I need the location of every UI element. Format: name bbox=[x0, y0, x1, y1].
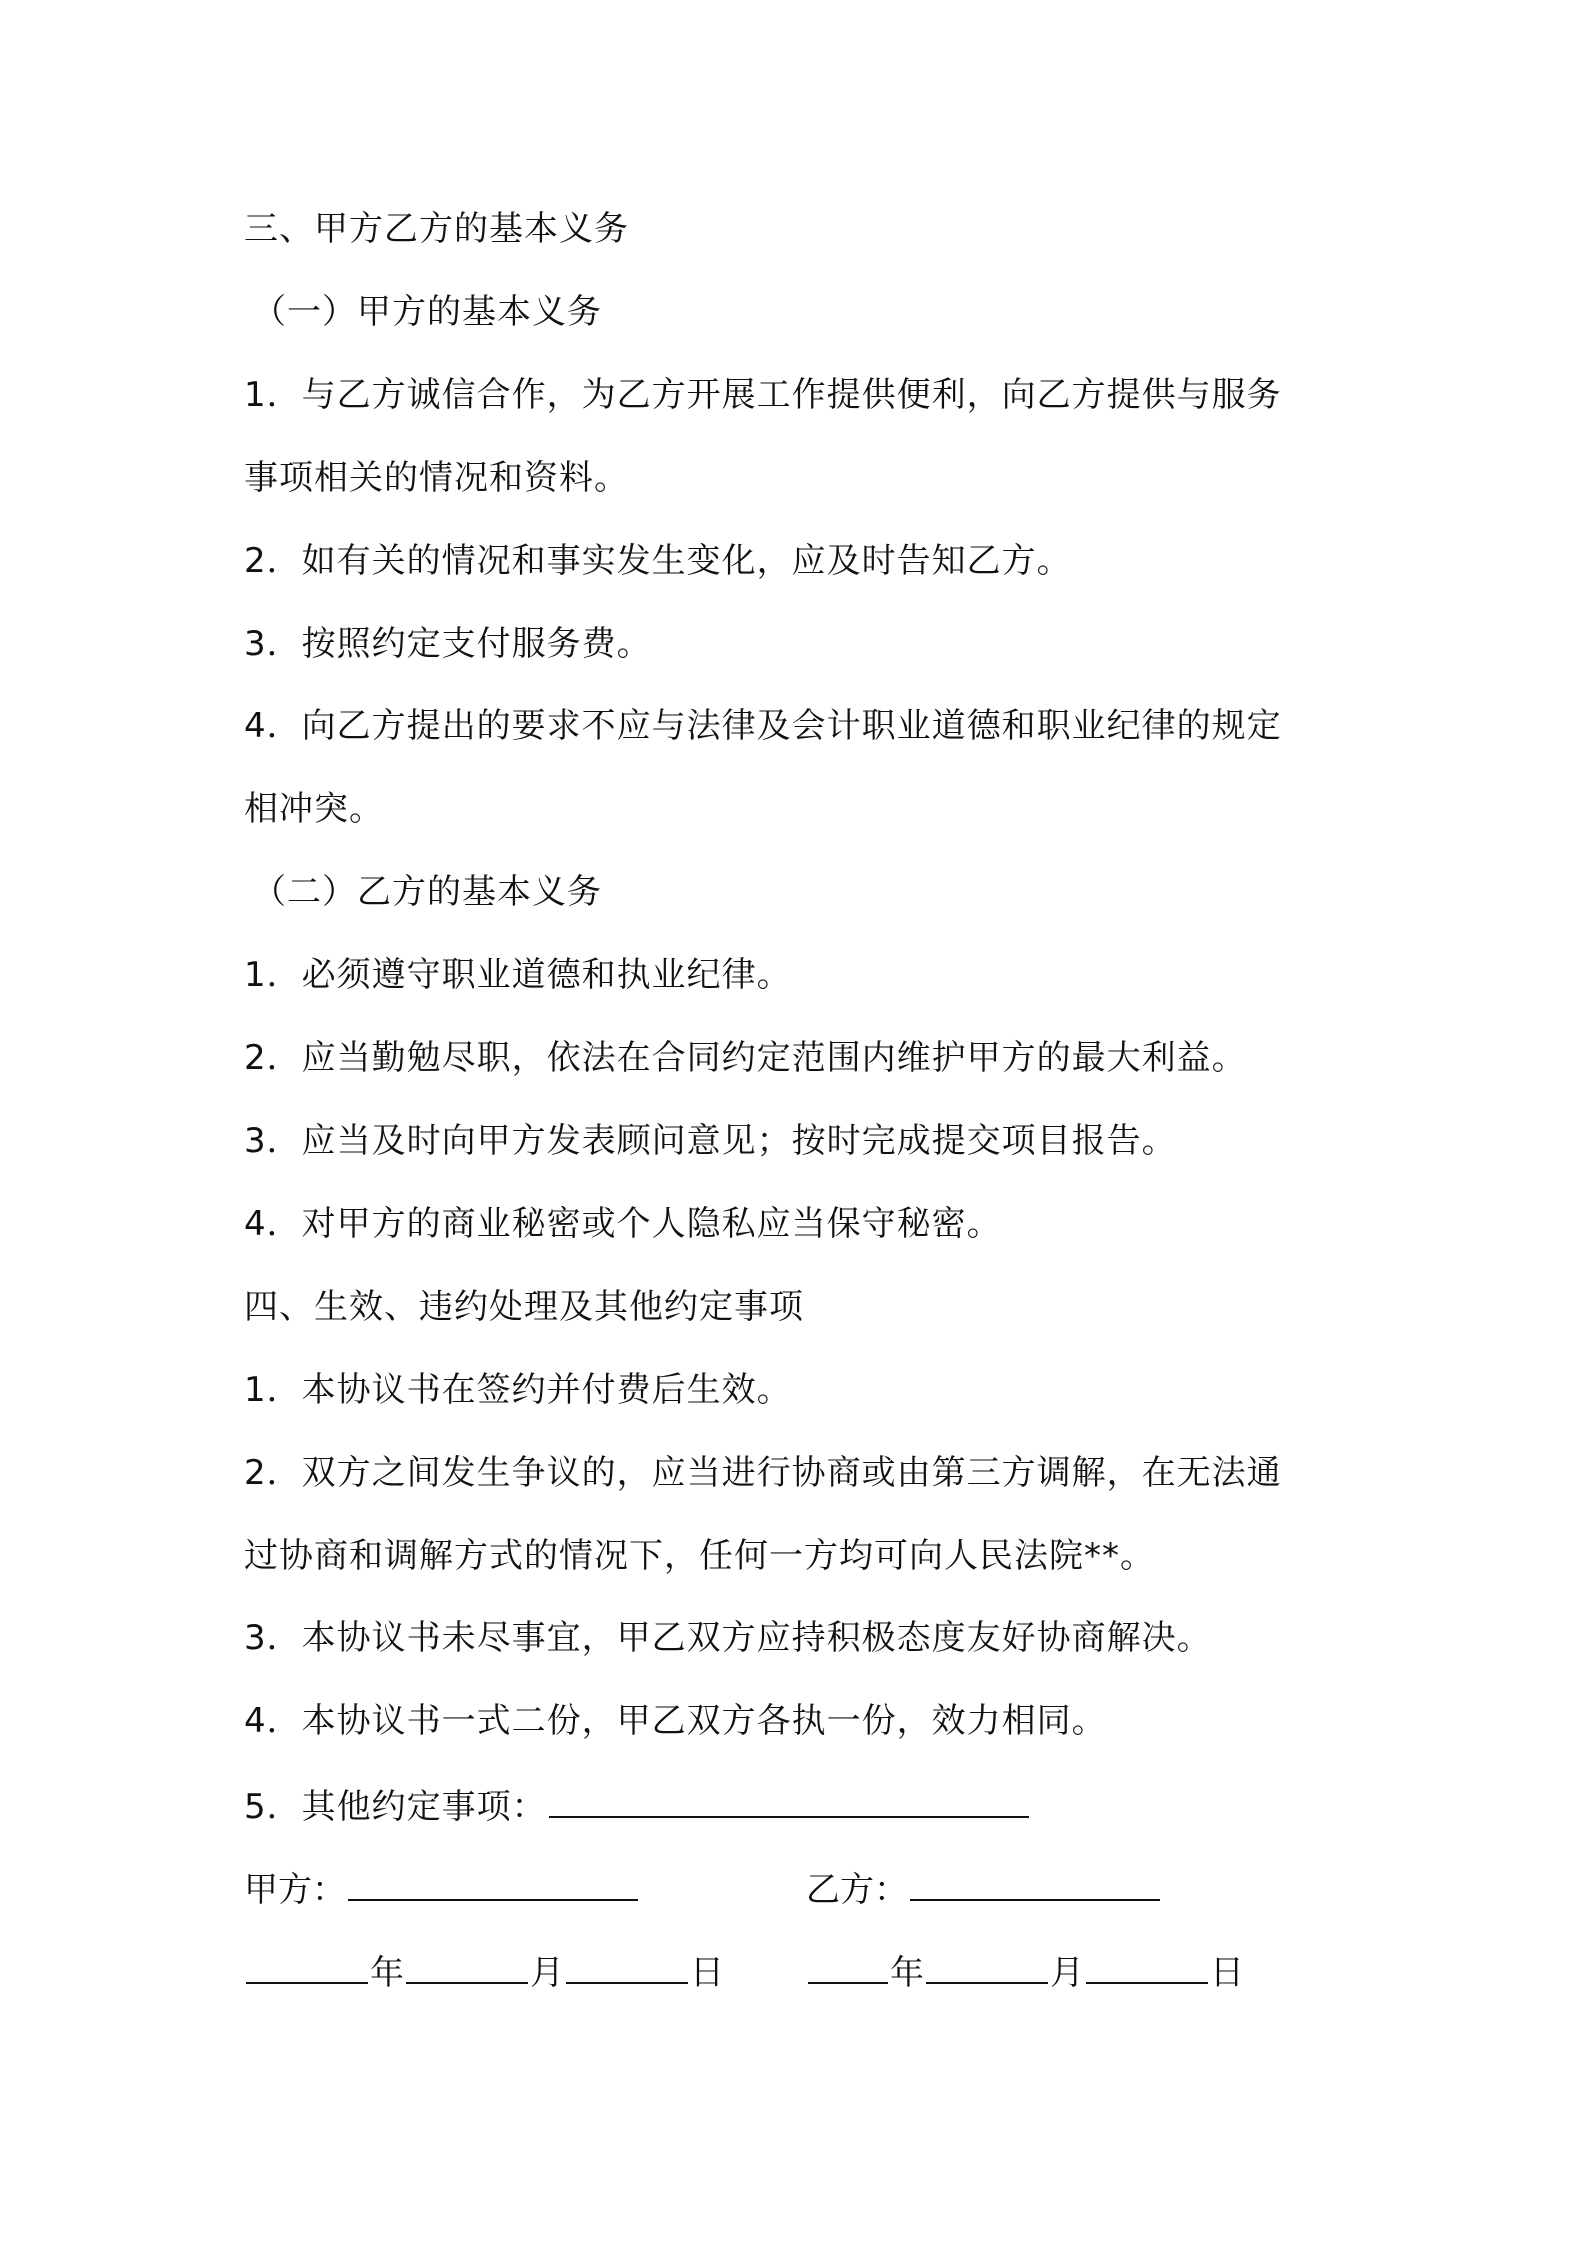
party-b-signature-blank[interactable] bbox=[910, 1867, 1160, 1901]
year-label: 年 bbox=[890, 1953, 924, 1993]
clause-line: 2．应当勤勉尽职，依法在合同约定范围内维护甲方的最大利益。 bbox=[244, 1038, 1247, 1078]
day-label: 日 bbox=[1210, 1953, 1244, 1993]
clause-line: 2．双方之间发生争议的，应当进行协商或由第三方调解，在无法通 bbox=[244, 1453, 1282, 1493]
clause-line: 过协商和调解方式的情况下，任何一方均可向人民法院**。 bbox=[244, 1536, 1155, 1576]
clause-line: 3．应当及时向甲方发表顾问意见；按时完成提交项目报告。 bbox=[244, 1121, 1177, 1161]
party-b-label: 乙方： bbox=[806, 1870, 908, 1910]
clause-line: 4．向乙方提出的要求不应与法律及会计职业道德和职业纪律的规定 bbox=[244, 706, 1282, 746]
party-a-month-blank[interactable] bbox=[406, 1950, 528, 1984]
clause-line: 事项相关的情况和资料。 bbox=[244, 458, 629, 498]
party-a-label: 甲方： bbox=[244, 1870, 346, 1910]
section-heading-obligations: 三、甲方乙方的基本义务 bbox=[244, 209, 629, 249]
clause-line: 3．本协议书未尽事宜，甲乙双方应持积极态度友好协商解决。 bbox=[244, 1618, 1212, 1658]
party-b-day-blank[interactable] bbox=[1086, 1950, 1208, 1984]
subsection-heading-party-a: （一）甲方的基本义务 bbox=[252, 292, 602, 332]
clause-line: 3．按照约定支付服务费。 bbox=[244, 624, 652, 664]
section-heading-effectiveness: 四、生效、违约处理及其他约定事项 bbox=[244, 1287, 804, 1327]
day-label: 日 bbox=[690, 1953, 724, 1993]
party-b-year-blank[interactable] bbox=[808, 1950, 888, 1984]
clause-line: 4．本协议书一式二份，甲乙双方各执一份，效力相同。 bbox=[244, 1701, 1107, 1741]
year-label: 年 bbox=[370, 1953, 404, 1993]
other-matters-row bbox=[244, 1784, 1031, 1827]
clause-line: 2．如有关的情况和事实发生变化，应及时告知乙方。 bbox=[244, 541, 1072, 581]
clause-line: 4．对甲方的商业秘密或个人隐私应当保守秘密。 bbox=[244, 1204, 1002, 1244]
other-matters-blank[interactable] bbox=[549, 1784, 1029, 1818]
subsection-heading-party-b: （二）乙方的基本义务 bbox=[252, 872, 602, 912]
clause-line: 1．本协议书在签约并付费后生效。 bbox=[244, 1370, 792, 1410]
party-a-year-blank[interactable] bbox=[246, 1950, 368, 1984]
party-a-day-blank[interactable] bbox=[566, 1950, 688, 1984]
month-label: 月 bbox=[530, 1953, 564, 1993]
clause-line: 相冲突。 bbox=[244, 789, 384, 829]
other-matters-label: 5．其他约定事项： bbox=[244, 1787, 547, 1827]
party-a-signature-row bbox=[244, 1867, 640, 1910]
month-label: 月 bbox=[1050, 1953, 1084, 1993]
party-b-month-blank[interactable] bbox=[926, 1950, 1048, 1984]
party-a-date-row bbox=[244, 1950, 724, 1993]
party-b-signature-row bbox=[806, 1867, 1162, 1910]
clause-line: 1．必须遵守职业道德和执业纪律。 bbox=[244, 955, 792, 995]
clause-line: 1．与乙方诚信合作，为乙方开展工作提供便利，向乙方提供与服务 bbox=[244, 375, 1282, 415]
party-b-date-row bbox=[806, 1950, 1244, 1993]
party-a-signature-blank[interactable] bbox=[348, 1867, 638, 1901]
